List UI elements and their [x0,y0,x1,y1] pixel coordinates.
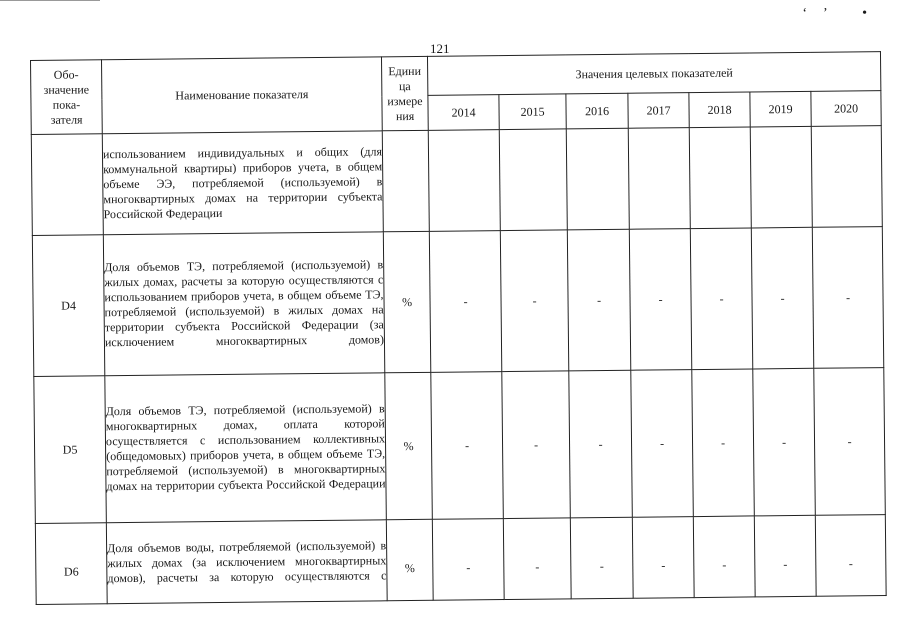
row-value-2017: - [632,517,694,599]
header-year: 2017 [628,93,689,129]
row-value-2017: - [631,370,694,518]
row-code: D4 [32,235,104,377]
row-value-2016: - [569,370,633,518]
row-unit: % [386,519,433,600]
header-unit-text: Едини ца измере ния [387,63,423,123]
row-value-2016: - [570,517,633,599]
row-name: Доля объемов воды, потребляемой (используемой) в жилых домах (за исключением многоквартирных домов), расчеты за которую осуществляются с [106,520,387,604]
row-value-2018: - [692,369,755,517]
target-indicators-table [30,51,887,605]
row-name: Доля объемов ТЭ, потребляемой (используемой) в многоквартирных домах, оплата которой осуществляется с использованием коллективных (общедомовых) приборов учета, в общем объеме ТЭ, потребляемой (используемой) в многоквартирных домах на территории субъекта Российской Федерации [105,373,387,523]
row-value-2019: - [754,515,816,597]
row-value-2016: - [567,229,630,371]
row-value-2017: - [629,229,691,371]
row-value-2014: - [432,519,504,601]
row-value-2015: - [503,518,571,600]
row-code: D5 [34,376,107,524]
row-value-2020: - [815,515,886,597]
row-code: D6 [35,523,107,605]
table-row-d4 [32,227,883,377]
row-value-2015 [499,129,567,231]
corner-marks: ‘’ • [802,6,883,21]
header-name-text: Наименование показателя [175,87,309,103]
header-year: 2014 [428,95,499,131]
header-year: 2019 [750,91,811,127]
row-name: Доля объемов ТЭ, потребляемой (используемой) в жилых домах, расчеты за которую осуществляются с использованием приборов учета, в общем объеме ТЭ, потребляемой (используемой) в жилых домах на территории субъекта Российской Федерации (за исключением многоквартирных домов) [103,232,384,376]
row-value-2019: - [751,227,813,369]
row-value-2014 [428,130,500,232]
row-unit: % [383,231,430,372]
row-value-2018: - [690,228,752,370]
header-designation-text: Обо- значение пока- зателя [43,66,90,127]
header-year: 2020 [811,91,881,127]
page-number: 121 [430,41,450,56]
header-year: 2015 [499,94,566,130]
header-unit [381,56,428,130]
row-value-2020: - [812,227,883,369]
scan-edge-artifact [0,0,100,4]
row-value-2019: - [753,368,816,516]
header-designation [31,60,103,135]
header-name [102,57,383,134]
row-value-2019 [750,126,812,228]
row-unit [382,130,429,231]
header-year: 2018 [689,92,750,128]
row-value-2020: - [814,368,886,516]
row-value-2018 [689,127,751,229]
row-value-2016 [566,128,629,230]
row-value-2014: - [429,231,501,373]
table-row-continued [31,126,882,236]
header-year: 2016 [566,93,628,129]
table-row-d6 [35,515,886,605]
row-name: использованием индивидуальных и общих (для коммунальной квартиры) приборов учета, в общем объеме ЭЭ, потребляемой (используемой) в многоквартирных домах на территории субъекта Российской Федерации [102,131,383,235]
row-value-2015: - [500,230,568,372]
row-value-2014: - [431,372,504,520]
table-row-d5 [34,368,885,524]
row-value-2018: - [693,516,755,598]
header-targets-group [427,52,880,96]
header-targets-group-text: Значения целевых показателей [575,65,733,81]
row-value-2015: - [502,371,571,519]
row-unit: % [385,372,433,519]
row-value-2017 [628,128,690,230]
row-code [31,134,103,236]
row-value-2020 [811,126,882,228]
